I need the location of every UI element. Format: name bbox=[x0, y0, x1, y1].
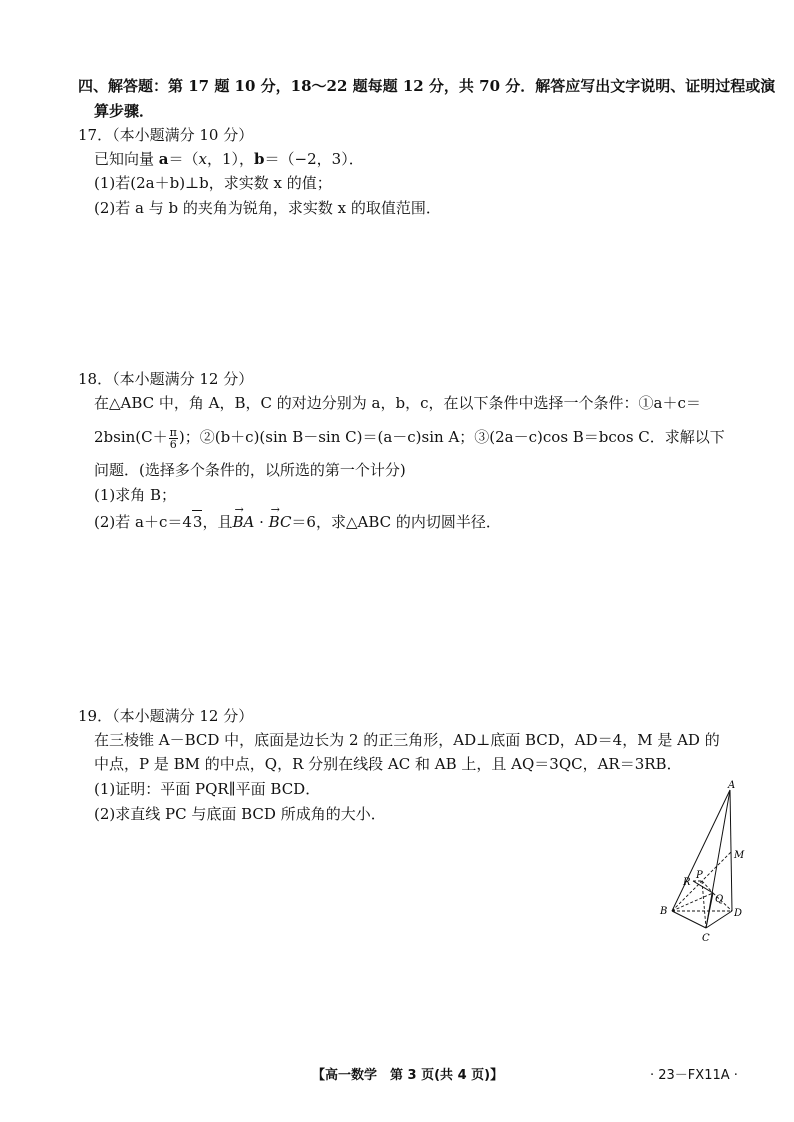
q17-part1: (1)若(2a＋b)⊥b，求实数 x 的值； bbox=[94, 174, 332, 192]
label-P: P bbox=[696, 870, 703, 881]
q17-number: 17． bbox=[78, 126, 113, 144]
page-footer: 【高一数学 第 3 页(共 4 页)】 bbox=[312, 1068, 504, 1083]
q19-line2: 中点，P 是 BM 的中点，Q，R 分别在线段 AC 和 AB 上，且 AQ＝3QC，AR＝3RB． bbox=[94, 755, 682, 773]
q17-vector-b: b bbox=[254, 150, 265, 168]
label-D: D bbox=[734, 908, 743, 919]
label-M: M bbox=[734, 850, 745, 861]
q17-header bbox=[78, 124, 253, 146]
q19-line1: 在三棱锥 A－BCD 中，底面是边长为 2 的正三角形，AD⊥底面 BCD，AD＝4，M 是 AD 的 bbox=[94, 731, 720, 749]
segment-BQ bbox=[672, 893, 713, 911]
q17-vector-a: a bbox=[158, 150, 169, 168]
q17-var-x: x bbox=[198, 150, 207, 168]
fraction-numerator: π bbox=[169, 425, 177, 439]
q18-part2-text: ＝6，求△ABC 的内切圆半径． bbox=[291, 513, 501, 531]
q18-part1: (1)求角 B； bbox=[94, 486, 177, 504]
q17-stem-text: 已知向量 bbox=[94, 150, 159, 168]
q19-part1: (1)证明：平面 PQR∥平面 BCD． bbox=[94, 780, 321, 798]
q19-score: （本小题满分 12 分） bbox=[112, 707, 254, 725]
pi-over-6-fraction bbox=[169, 427, 178, 450]
section-heading-line1: 四、解答题：第 17 题 10 分，18～22 题每题 12 分，共 70 分．解答应写出文字说明、证明过程或演 bbox=[78, 77, 776, 95]
edge-AC bbox=[706, 790, 730, 928]
segment-QC bbox=[706, 893, 713, 928]
q17-stem-text: ＝（−2，3）． bbox=[264, 150, 364, 168]
label-A: A bbox=[728, 780, 736, 791]
dot-product-symbol: · bbox=[254, 513, 269, 531]
q17-stem-text: ＝（ bbox=[168, 150, 199, 168]
fraction-denominator: 6 bbox=[169, 437, 177, 451]
edge-AB bbox=[672, 790, 730, 911]
q18-line3: 问题．(选择多个条件的，以所选的第一个计分) bbox=[94, 461, 406, 479]
q17-stem-text: ，1）， bbox=[207, 150, 255, 168]
q18-line1: 在△ABC 中，角 A，B，C 的对边分别为 a，b，c，在以下条件中选择一个条件：①a＋c＝ bbox=[94, 394, 701, 412]
paper-code: · 23－FX11A · bbox=[650, 1068, 738, 1083]
tetrahedron-figure bbox=[650, 778, 750, 948]
label-C: C bbox=[702, 933, 710, 944]
q19-part2: (2)求直线 PC 与底面 BCD 所成角的大小． bbox=[94, 805, 386, 823]
sqrt-3 bbox=[192, 510, 203, 533]
q19-header bbox=[78, 705, 253, 727]
vector-BA: → BA bbox=[232, 511, 254, 533]
label-Q: Q bbox=[715, 894, 724, 905]
q18-score: （本小题满分 12 分） bbox=[112, 370, 254, 388]
edge-BC bbox=[672, 911, 706, 928]
q18-part2 bbox=[94, 510, 501, 533]
vector-BC: → BC bbox=[269, 511, 292, 533]
edge-CD bbox=[706, 911, 732, 928]
label-B: B bbox=[660, 906, 668, 917]
q18-header bbox=[78, 368, 253, 390]
q18-number: 18． bbox=[78, 370, 113, 388]
q18-condition1-text: 2bsin(C＋ bbox=[94, 428, 168, 446]
q18-part2-text: (2)若 a＋c＝4 bbox=[94, 513, 192, 531]
q19-number: 19． bbox=[78, 707, 113, 725]
q17-stem bbox=[94, 148, 364, 170]
edge-AD bbox=[730, 790, 732, 911]
q17-score: （本小题满分 10 分） bbox=[112, 126, 254, 144]
q18-condition23-text: )；②(b＋c)(sin B－sin C)＝(a－c)sin A；③(2a－c)cos B＝bcos C．求解以下 bbox=[178, 428, 725, 446]
sqrt-radicand: 3 bbox=[192, 513, 203, 531]
label-R: R bbox=[683, 877, 691, 888]
q18-line2 bbox=[94, 426, 725, 452]
q18-part2-text: ，且 bbox=[202, 513, 233, 531]
section-heading-line2: 算步骤． bbox=[94, 102, 155, 120]
q17-part2: (2)若 a 与 b 的夹角为锐角，求实数 x 的取值范围． bbox=[94, 199, 441, 217]
